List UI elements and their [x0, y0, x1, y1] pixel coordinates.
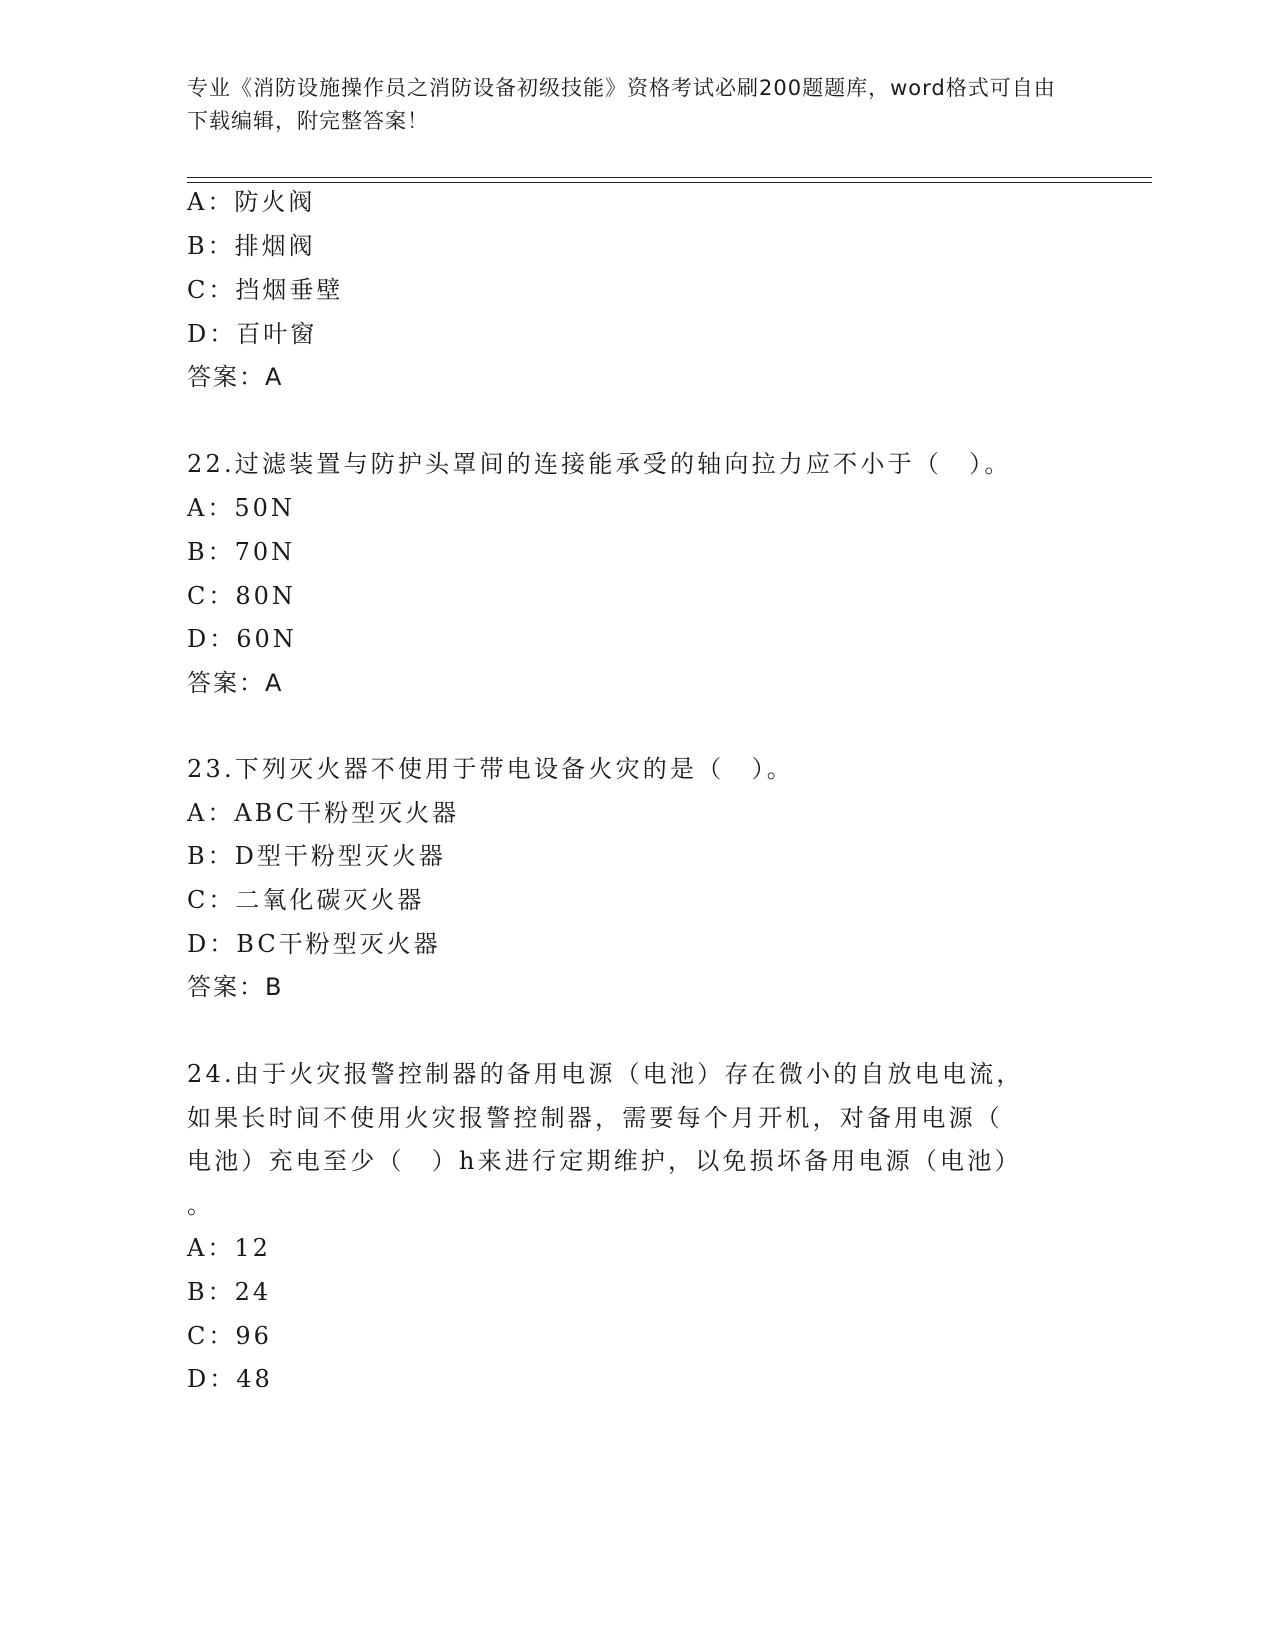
q22-stem: 22.过滤装置与防护头罩间的连接能承受的轴向拉力应不小于（ ）。: [187, 450, 1012, 478]
q24-option-a: A：12: [187, 1234, 271, 1262]
q24-stem-line: 。: [187, 1191, 215, 1219]
q22-answer: 答案：A: [187, 669, 284, 697]
q24-option-b: B：24: [187, 1278, 272, 1306]
q21-option-c: C：挡烟垂壁: [187, 276, 344, 304]
q23-answer: 答案：B: [187, 973, 284, 1001]
q21-answer: 答案：A: [187, 363, 284, 391]
q23-option-d: D：BC干粉型灭火器: [187, 930, 441, 958]
q24-option-d: D：48: [187, 1365, 273, 1393]
q22-option-a: A：50N: [187, 494, 295, 522]
q21-option-a: A：防火阀: [187, 188, 316, 216]
q22-option-d: D：60N: [187, 625, 297, 653]
q23-option-c: C：二氧化碳灭火器: [187, 886, 425, 914]
q24-stem-line: 24.由于火灾报警控制器的备用电源（电池）存在微小的自放电电流，: [187, 1060, 1024, 1088]
q21-option-b: B：排烟阀: [187, 232, 316, 260]
q23-stem: 23.下列灭火器不使用于带电设备火灾的是（ ）。: [187, 755, 794, 783]
q24-stem-line: 如果长时间不使用火灾报警控制器，需要每个月开机，对备用电源（: [187, 1104, 1003, 1132]
header-divider-top: [187, 177, 1152, 178]
q22-option-b: B：70N: [187, 538, 296, 566]
q24-option-c: C：96: [187, 1322, 272, 1350]
document-header: 专业《消防设施操作员之消防设备初级技能》资格考试必刷200题题库，word格式可自由下载编辑，附完整答案！: [187, 76, 1056, 133]
q21-option-d: D：百叶窗: [187, 320, 318, 348]
q23-option-a: A：ABC干粉型灭火器: [187, 799, 460, 827]
q22-option-c: C：80N: [187, 582, 296, 610]
q23-option-b: B：D型干粉型灭火器: [187, 842, 446, 870]
header-divider-bottom: [187, 182, 1152, 183]
q24-stem-line: 电池）充电至少（ ）h来进行定期维护，以免损坏备用电源（电池）: [187, 1147, 1022, 1175]
